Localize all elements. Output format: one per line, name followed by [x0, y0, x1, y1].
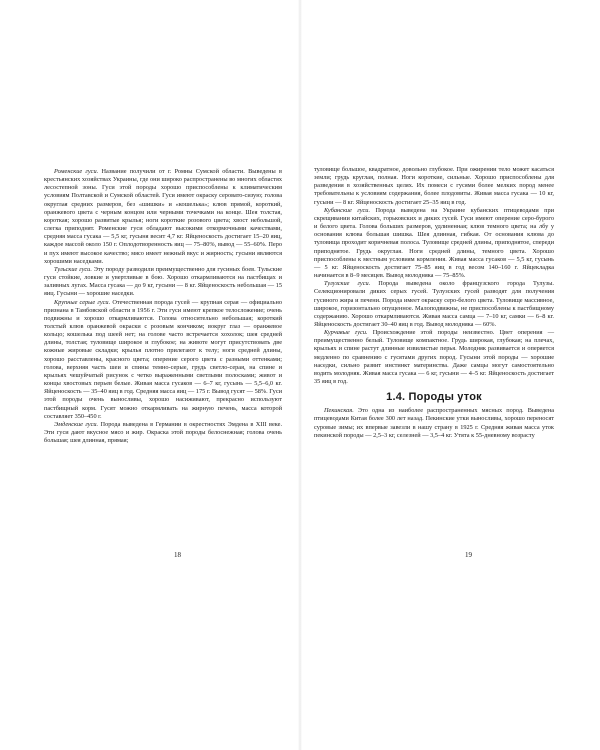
page-number-left: 18: [174, 551, 181, 559]
breed-name: Пекинская.: [324, 407, 354, 415]
right-page: [300, 0, 600, 750]
paragraph-text: Происхождение этой породы неизвестно. Цвет оперения — преимущественно белый. Туловище компактное. Грудь широкая, глубокая; на плечах, крыльях и спине растут длинные извилистые перья. Молодняк развивается и оперяется медленно по сравнению с гусятами других пород. Гусыни этой породы — хорошие наседки, сильно развит инстинкт материнства. Даже самцы могут самостоятельно водить молодняк. Живая масса гусака — 6 кг, гусыни — 4–5 кг. Яйценоскость достигает 35 яиц в год.: [314, 329, 554, 386]
breed-name: Курчавые гуси.: [324, 329, 368, 337]
paragraph-tulskie: [44, 266, 282, 299]
breed-name: Крупные серые гуси.: [54, 298, 111, 306]
breed-name: Тульские гуси.: [54, 265, 92, 273]
paragraph-kubanskie: [314, 207, 554, 280]
breed-name: Эмденские гуси.: [54, 420, 99, 428]
paragraph-text: Название получили от г. Ромны Сумской области. Выведены в крестьянских хозяйствах Украины, где они широко распространены во многих областях лесостепной зоны. Гуси этой породы хорошо приспособлены к климатическим условиям Полтавской и Сумской областей. Гуси имеют окраску серовато-сизую; голова округлая средних размеров, без «шишки» и «кошелька»; клюв прямой, короткий, оранжевого цвета с черным концом или черными точечками на конце. Шея толстая, короткая; хорошо развитые крылья; ноги короткие розового цвета; хвост небольшой, слегка приподнят. Роменские гуси обладают высокими откормочными качествами, средняя масса гусака — 5,5 кг, гусыня весит 4,7 кг. Яйценоскость достигает 15–20 яиц, каждое массой около 150 г. Оплодотворенность яиц — 75–80%, вывод — 55–60%. Перо и пух имеют высокое качество; мясо имеет нежный вкус и жирность; гусыни являются хорошими наседками.: [44, 168, 283, 265]
page-number-right: 19: [465, 551, 472, 559]
section-heading: 1.4. Породы уток: [386, 391, 482, 404]
right-text-column: [314, 166, 554, 440]
paragraph-kurchavye: [314, 329, 554, 386]
breed-name: Роменские гуси.: [54, 168, 99, 175]
left-text-column: [44, 168, 282, 445]
paragraph-text: Порода выведена на Украине кубанских птицеводами при скрещивании китайских, горьковских и диких гусей. Гуси имеют оперение серо-бурого и белого цвета. Голова больших размеров, удлиненная; клюв темного цвета; на лбу у основания клюва большая шишка. Шея длинная, гибкая. От основания клюва до туловища проходит коричневая полоса. Туловище средней длины, приподнятое, спереди приподнятое. Грудь округлая. Ноги средней длины, темного цвета. Хорошо приспособлены к местным условиям кормления. Живая масса гусаков — 5,5 кг, гусынь — 5 кг. Яйценоскость достигает 75–85 яиц в год весом 140–160 г. Яйцекладка начинается в 8–9 месяцев. Вывод молодняка — 75–85%.: [314, 206, 555, 280]
paragraph-romenskie: [44, 168, 282, 266]
paragraph-continuation: [314, 166, 554, 207]
paragraph-krupnye-serye: [44, 299, 282, 421]
paragraph-text: Отечественная порода гусей — крупная серая — официально признана в Тамбовской области в 1956 г. Эти гуси имеют крепкое телосложение; очень подвижны и хорошо откармливаются. Голова относительно небольшая; короткий толстый клюв оранжевой окраски с розовым кончиком; вокруг глаз — оранжевое кольцо; кошелька под шеей нет; на голове часто встречается хохолок; шея средней длины, толстая; туловище широкое и глубокое; на животе могут присутствовать две кожные жировые складки; крылья плотно прилегают к телу; ноги средней длины, хорошо расставлены, красного цвета; оперение серого цвета с разными оттенками; голова, верхняя часть шеи и спины темно-серые, грудь светло-серая, на спине и крыльях чешуйчатый рисунок с четко выраженными светлыми полосками; живот и концы хвостовых перьев белые. Живая масса гусаков — 6–7 кг, гусынь — 5,5–6,0 кг. Яйценоскость — 35–40 яиц в год. Средняя масса яиц — 175 г. Вывод гусят — 58%. Гуси этой породы очень выносливы, хорошо насиживают, прекрасно используют пастбищный корм. Гусят можно откармливать на жирную печень, масса которой составляет 350–450 г.: [44, 298, 283, 420]
paragraph-tuluzskie: [314, 280, 554, 329]
breed-name: Кубанские гуси.: [324, 206, 371, 214]
paragraph-text: Порода выведена в Германии в окрестностях Эмдена в XIII веке. Эти гуси дают вкусное мясо и жир. Окраска этой породы белоснежная; голова очень большая; шея длинная, прямая;: [44, 420, 283, 445]
paragraph-text: Эту породу разводили преимущественно для гусиных боев. Тульские гуси стойкие, ловкие и увертливые в бою. Хорошо откармливаются на пастбищах и заливных лугах. Масса гусака — до 9 кг, гусыни — 8 кг. Яйценоскость небольшая — 15 яиц. Гусыни — хорошие наседки.: [44, 265, 282, 298]
paragraph-text: Это одна из наиболее распространенных мясных пород. Выведена птицеводами Китая более 300 лет назад. Пекинские утки выносливы, хорошо переносят суровые зимы; их впервые завезли в нашу страну в 1925 г. Средняя живая масса уток пекинской породы — 2,5–3 кг, селезней — 3,5–4 кг. Утята к 55-дневному возрасту: [314, 407, 554, 439]
paragraph-pekinskaya: [314, 407, 554, 440]
paragraph-text: Порода выведена около французского города Тулузы. Селекционировали диких серых гусей. Тулузских гусей разводят для получения гусиного жира и печени. Порода имеет окраску серо-белого цвета. Туловище массивное, широкое, горизонтально опущенное. Малоподвижны, не приспособлены к пастбищному содержанию. Хорошо откармливаются. Живая масса самца — 7–10 кг, самки — 6–8 кг. Яйценоскость достигает 30–40 яиц в год. Вывод молодняка — 60%.: [314, 280, 554, 328]
paragraph-text: туловище большое, квадратное, довольно глубокое. При ожирении тело может касаться земли; грудь круглая, полная. Ноги короткие, сильные. Хорошо приспособлены для разведения в хозяйственных целях. Их помеси с гусями более мелких пород менее требовательны к условиям содержания, более плодовиты. Живая масса гусака — 10 кг, гусыни — 8 кг. Яйценоскость достигает 25–35 яиц в год.: [314, 166, 554, 206]
breed-name: Тулузские гуси.: [324, 280, 371, 288]
paragraph-emdenskie: [44, 421, 282, 445]
